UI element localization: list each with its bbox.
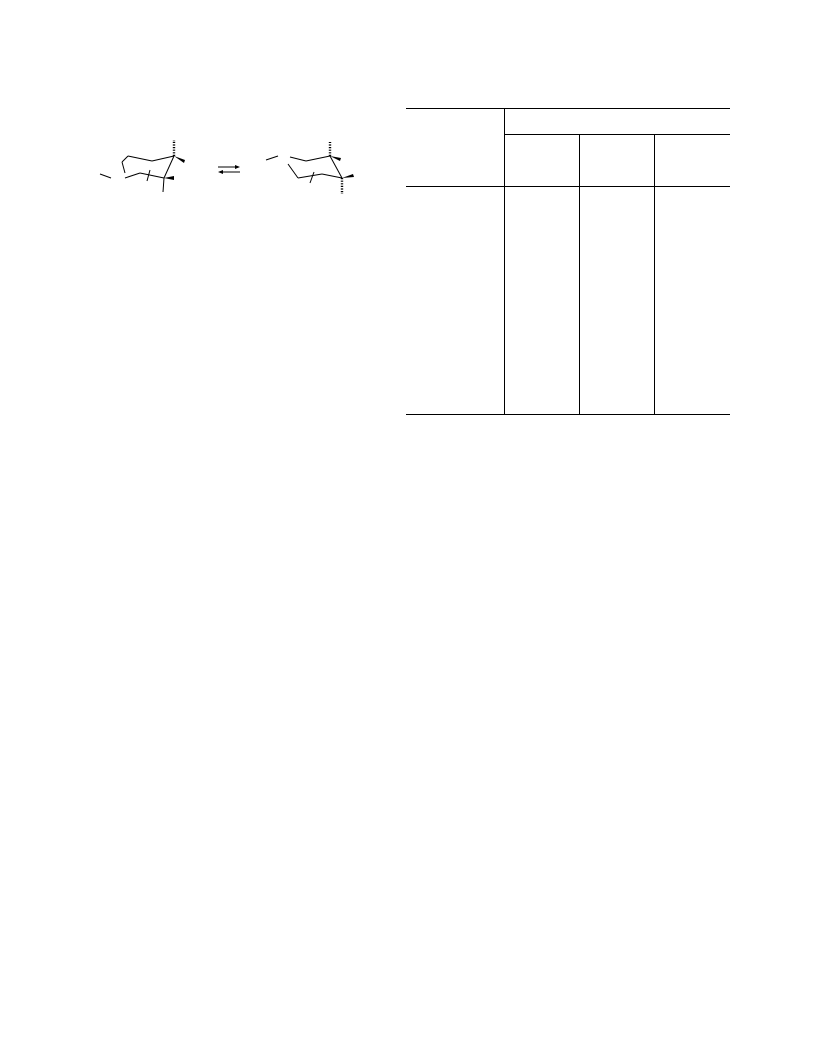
chair-conformer-right [266, 142, 354, 194]
equilibrium-arrows [218, 165, 240, 174]
chair-conformer-left [100, 140, 185, 192]
data-table [406, 108, 730, 415]
conformer-equilibrium-scheme [90, 136, 380, 202]
